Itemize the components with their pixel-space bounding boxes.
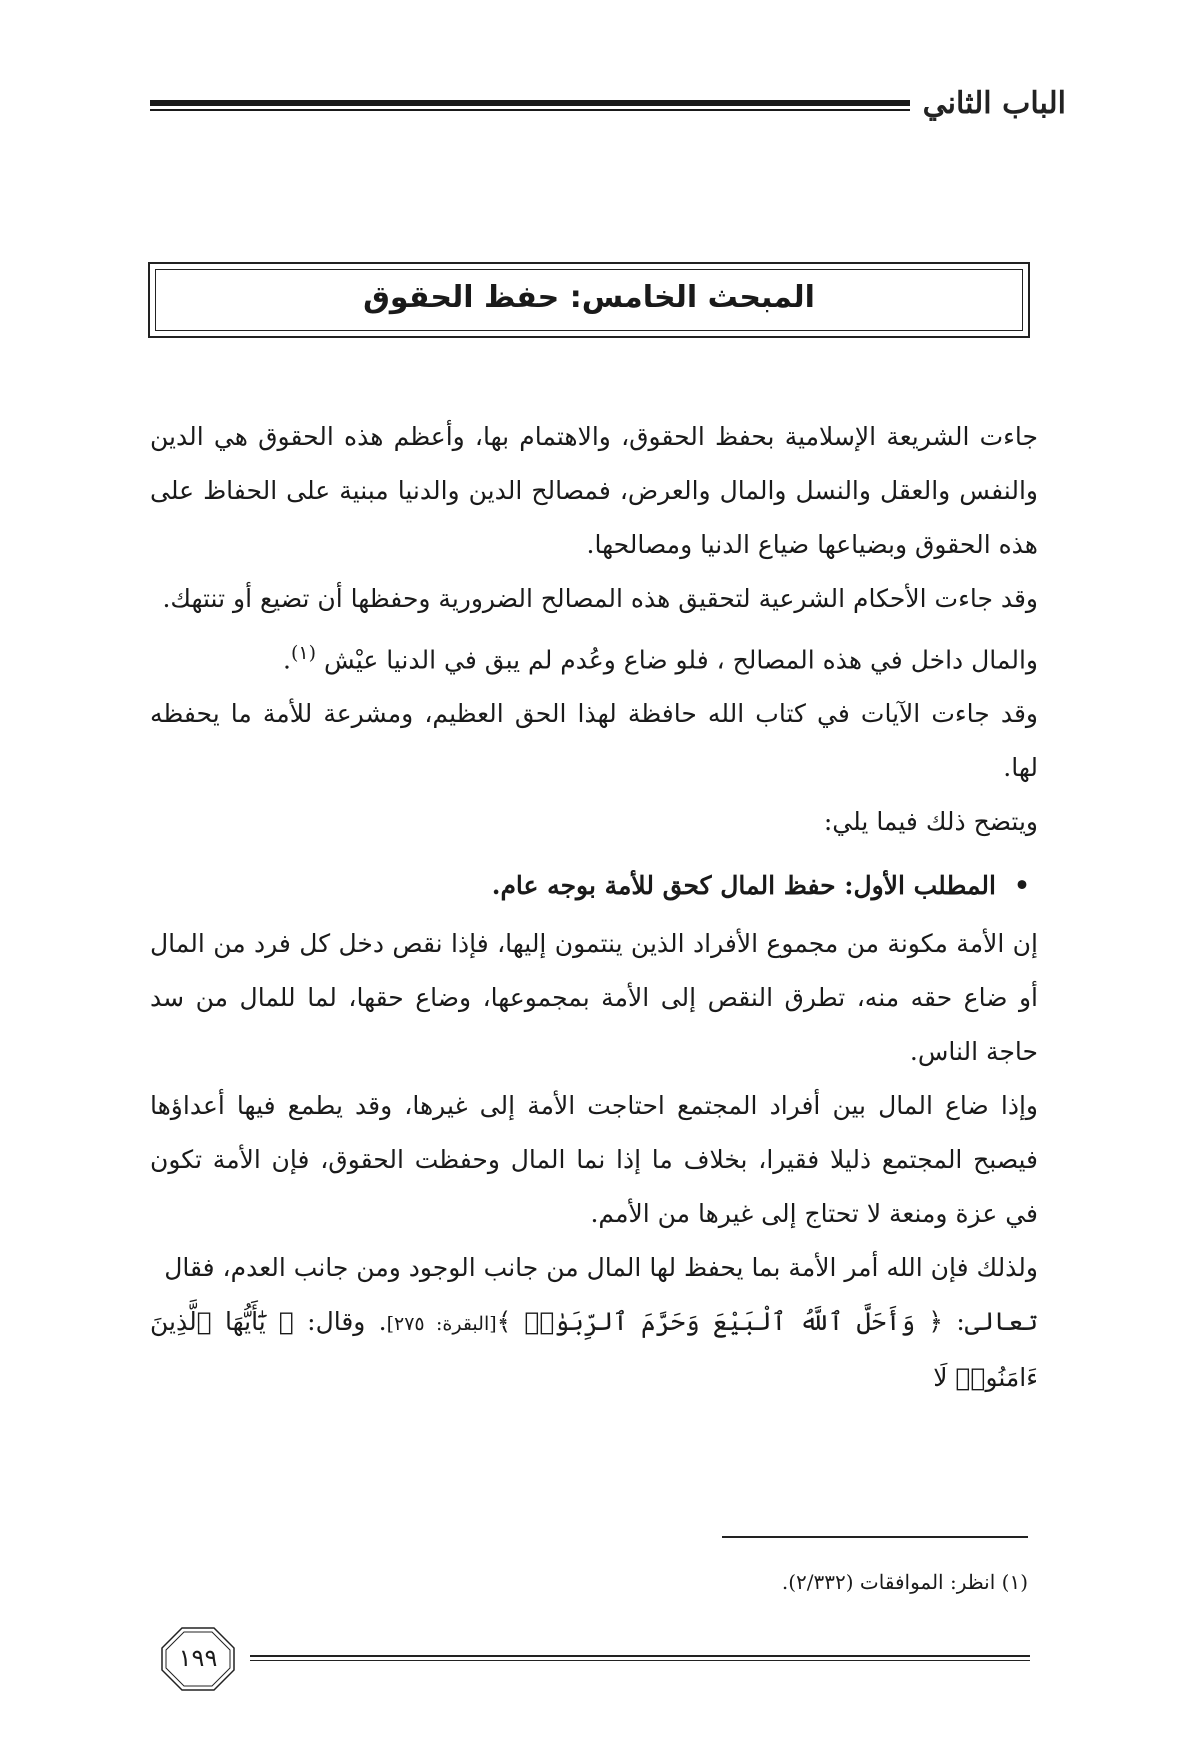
verse-reference: [البقرة: ٢٧٥]	[386, 1313, 497, 1336]
footnote: (١) انظر: الموافقات (٢/٣٣٢).	[781, 1570, 1028, 1594]
footer-rule-thin	[250, 1660, 1030, 1661]
header-rule-thin	[150, 109, 910, 111]
subsection-heading	[150, 859, 1038, 913]
paragraph-1: جاءت الشريعة الإسلامية بحفظ الحقوق، والاهتمام بها، وأعظم هذه الحقوق هي الدين والنفس والعقل والنسل والمال والعرض، فمصالح الدين والدنيا مبنية على الحفاظ على هذه الحقوق وبضياعها ضياع الدنيا ومصالحها.	[150, 422, 1038, 559]
header-rule-thick	[150, 100, 910, 106]
paragraph-2: وقد جاءت الأحكام الشرعية لتحقيق هذه المصالح الضرورية وحفظها أن تضيع أو تنتهك.	[162, 584, 1038, 613]
header-rule	[150, 100, 910, 112]
paragraph-7: وإذا ضاع المال بين أفراد المجتمع احتاجت الأمة إلى غيرها، وقد يطمع فيها أعداؤها فيصبح المجتمع ذليلا فقيرا، بخلاف ما إذا نما المال وحفظت الحقوق، فإن الأمة تكون في عزة ومنعة لا تحتاج إلى غيرها من الأمم.	[150, 1091, 1038, 1229]
bullet-icon: •	[1014, 871, 1030, 901]
footnote-marker[interactable]: (١)	[290, 642, 317, 664]
paragraph-3	[150, 626, 1038, 687]
quran-verse-1: تعالى: ﴿ وَأَحَلَّ ٱللَّهُ ٱلْبَيْعَ وَحَرَّمَ ٱلرِّبَوٰا۟ ﴾	[496, 1307, 1038, 1337]
subsection-heading-text: المطلب الأول: حفظ المال كحق للأمة بوجه عام.	[491, 871, 996, 901]
section-title: المبحث الخامس: حفظ الحقوق	[363, 280, 815, 315]
paragraph-6: إن الأمة مكونة من مجموع الأفراد الذين ينتمون إليها، فإذا نقص دخل كل فرد من المال أو ضاع حقه منه، تطرق النقص إلى الأمة بمجموعها، وضاع حقها، لما للمال من سد حاجة الناس.	[150, 929, 1038, 1067]
section-title-box	[148, 262, 1030, 338]
paragraph-8: ولذلك فإن الله أمر الأمة بما يحفظ لها المال من جانب الوجود ومن جانب العدم، فقال	[164, 1253, 1038, 1283]
paragraph-3-text: والمال داخل في هذه المصالح ، فلو ضاع وعُدم لم يبق في الدنيا عيْش	[323, 645, 1038, 675]
footer-rule	[250, 1655, 1030, 1657]
page-number-ornament	[160, 1626, 236, 1692]
paragraph-3-end: .	[283, 645, 291, 675]
paragraph-5: ويتضح ذلك فيما يلي:	[823, 807, 1038, 837]
paragraph-9	[150, 1295, 1038, 1405]
body-text	[150, 410, 1038, 1405]
footnote-separator	[722, 1536, 1028, 1538]
running-header-title: الباب الثاني	[922, 86, 1066, 121]
page-number: ١٩٩	[178, 1644, 218, 1672]
paragraph-4: وقد جاءت الآيات في كتاب الله حافظة لهذا الحق العظيم، ومشرعة للأمة ما يحفظه لها.	[150, 699, 1038, 783]
quran-verse-2: . وقال: ﴿ يَٰٓأَيُّهَا ٱلَّذِينَ ءَامَنُوا۟ لَا	[150, 1307, 1038, 1393]
